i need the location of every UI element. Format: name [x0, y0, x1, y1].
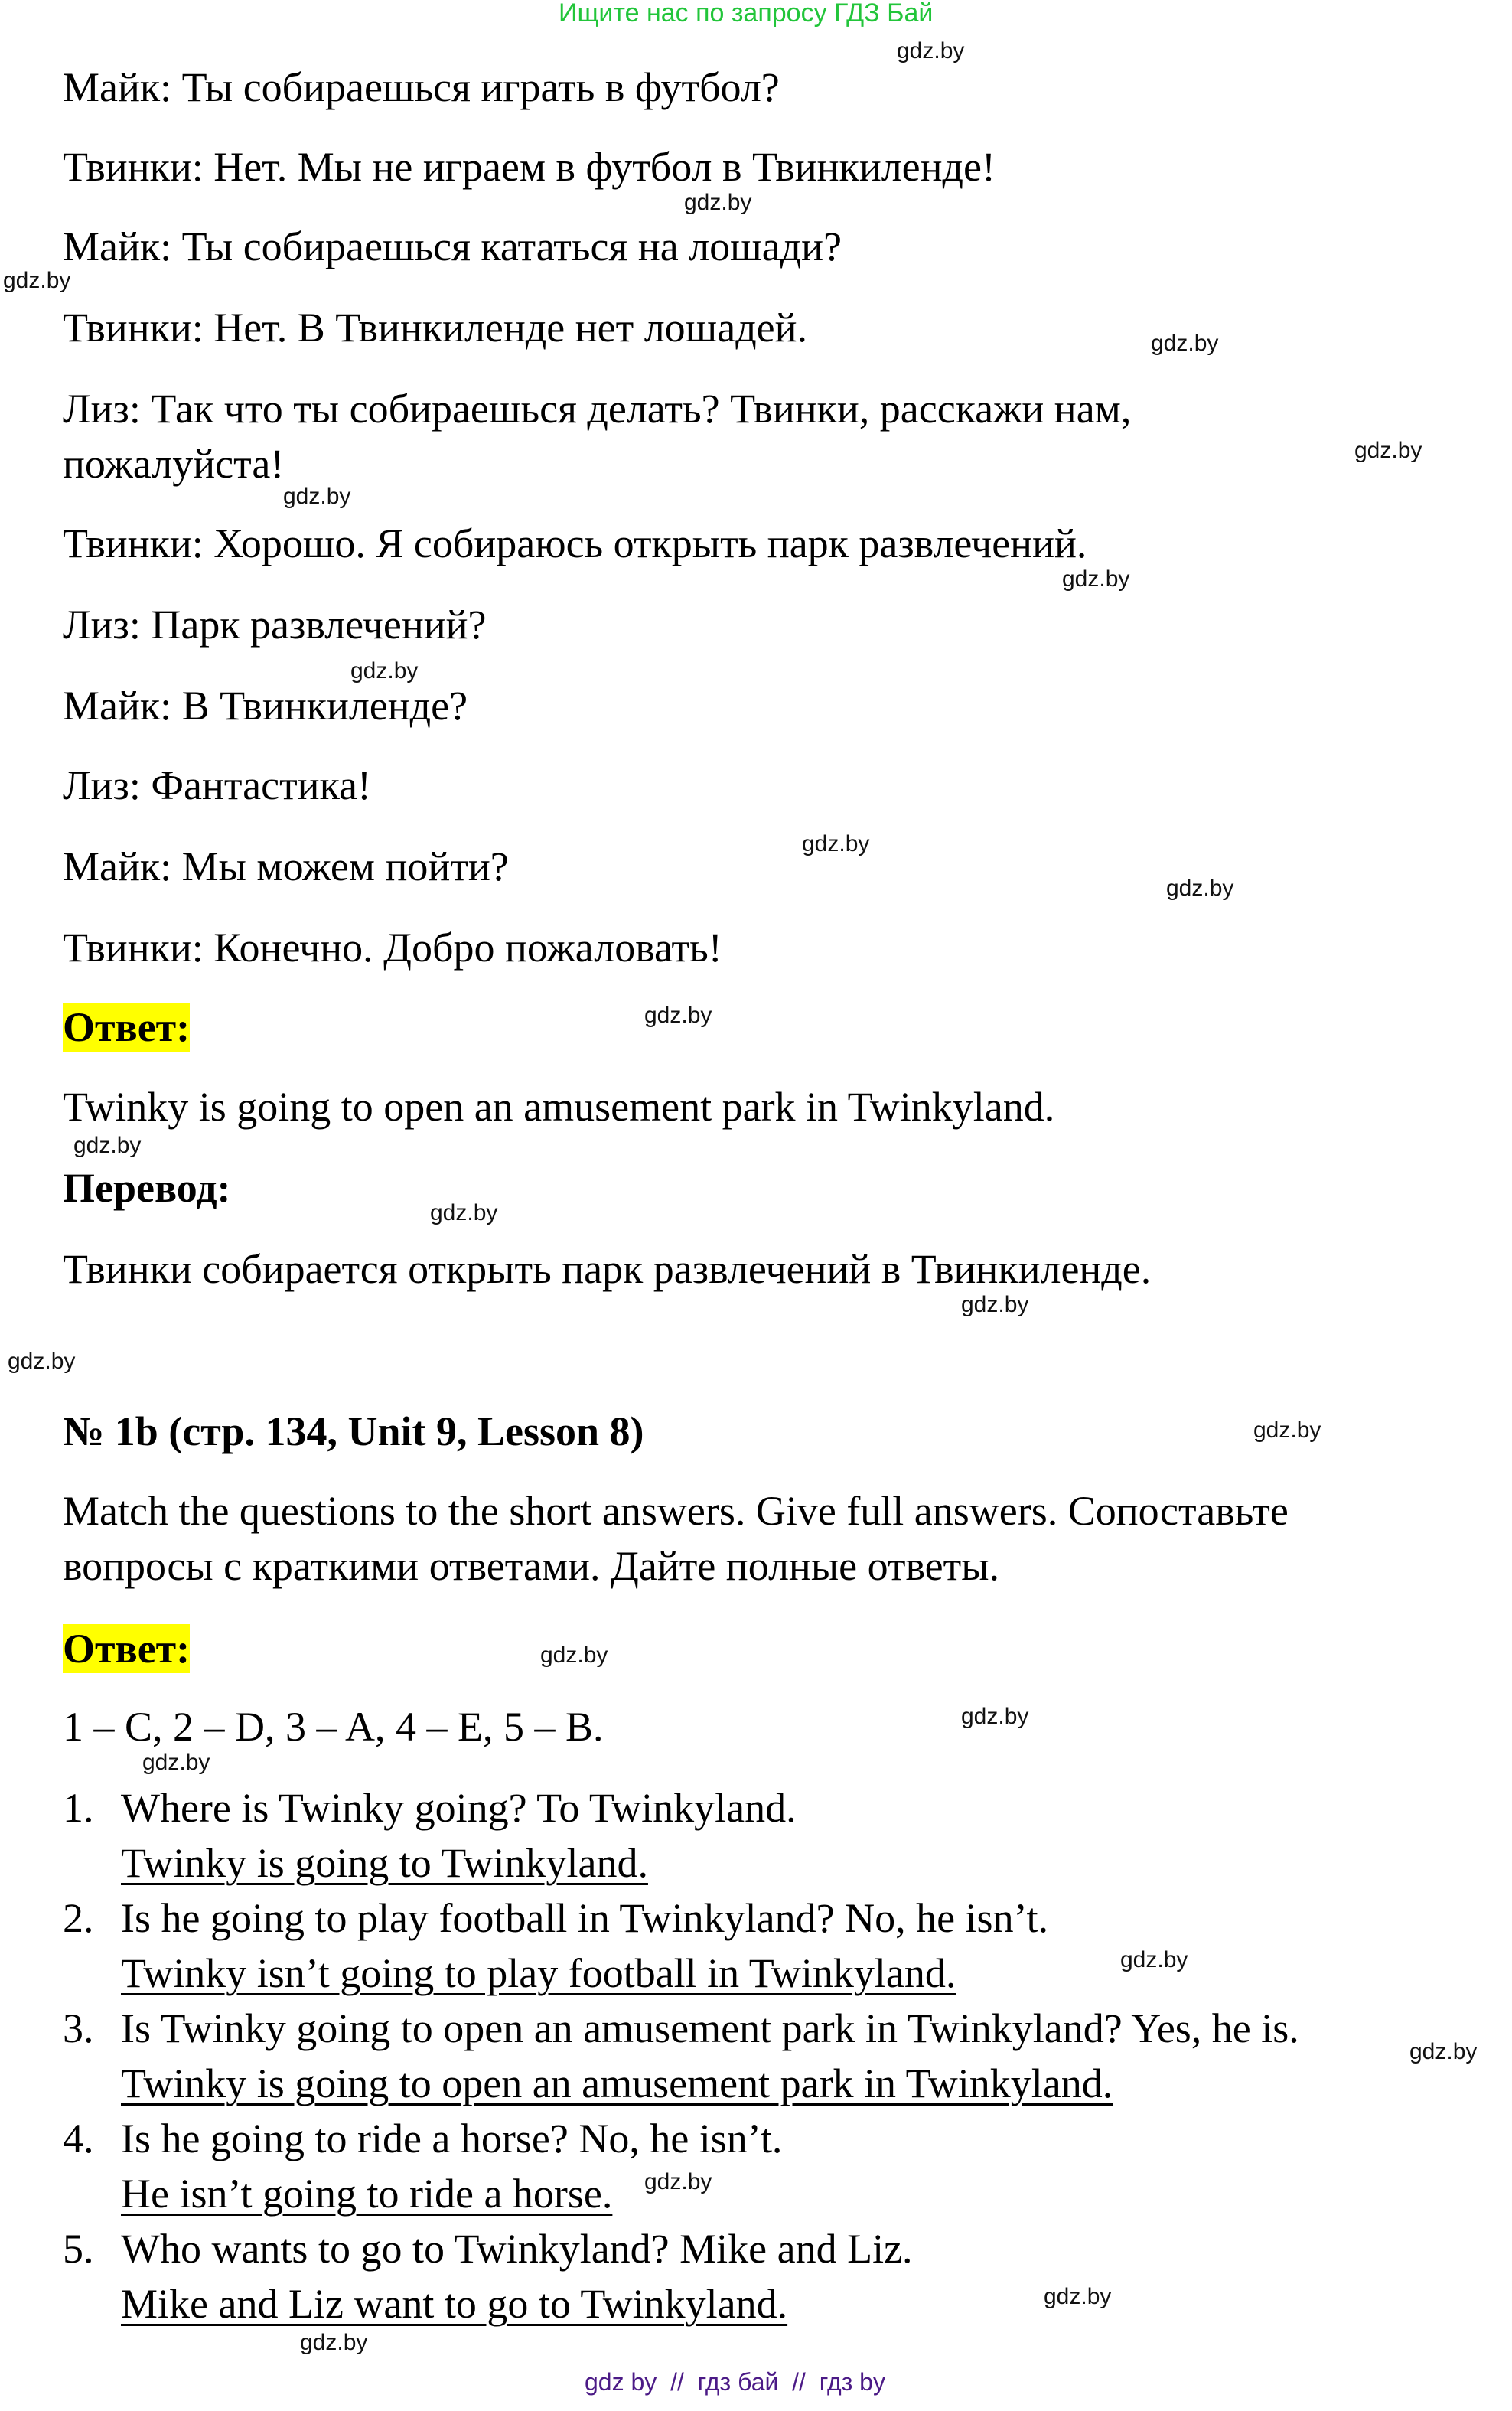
translation-text: Твинки собирается открыть парк развлечений в Твинкиленде.	[63, 1246, 1152, 1292]
dialogue-line: Твинки: Хорошо. Я собираюсь открыть парк развлечений.	[63, 520, 1087, 566]
exercise-instruction: вопросы с краткими ответами. Дайте полные ответы.	[63, 1543, 999, 1589]
dialogue-line: Лиз: Так что ты собираешься делать? Твинки, расскажи нам,	[63, 386, 1132, 432]
watermark: gdz.by	[644, 1003, 712, 1028]
watermark: gdz.by	[3, 268, 71, 293]
list-item-full-answer: Twinky is going to open an amusement park in Twinkyland.	[121, 2060, 1113, 2106]
list-item-question	[63, 2116, 782, 2161]
watermark: gdz.by	[1120, 1947, 1188, 1972]
matches-text: 1 – C, 2 – D, 3 – A, 4 – E, 5 – B.	[63, 1704, 604, 1750]
dialogue-line: Лиз: Парк развлечений?	[63, 602, 487, 648]
item-question: Who wants to go to Twinkyland? Mike and Liz.	[121, 2226, 913, 2272]
item-number: 5.	[63, 2226, 94, 2272]
watermark: gdz.by	[961, 1292, 1029, 1317]
bottom-banner: gdz by // гдз бай // гдз by	[585, 2368, 885, 2396]
answer-label: Ответ:	[63, 1004, 191, 1050]
watermark: gdz.by	[73, 1133, 142, 1158]
dialogue-line: Майк: Ты собираешься играть в футбол?	[63, 64, 780, 110]
watermark: gdz.by	[897, 38, 965, 64]
item-question: Is Twinky going to open an amusement park in Twinkyland? Yes, he is.	[121, 2005, 1299, 2051]
watermark: gdz.by	[540, 1643, 608, 1668]
watermark: gdz.by	[1062, 566, 1130, 592]
dialogue-line: пожалуйста!	[63, 441, 285, 487]
watermark: gdz.by	[350, 658, 419, 683]
list-item-question	[63, 2005, 1299, 2051]
translation-label: Перевод:	[63, 1165, 231, 1211]
watermark: gdz.by	[802, 831, 870, 856]
list-item-question	[63, 2226, 913, 2272]
item-number: 3.	[63, 2005, 94, 2051]
list-item-full-answer: Mike and Liz want to go to Twinkyland.	[121, 2281, 788, 2327]
watermark: gdz.by	[644, 2169, 712, 2194]
list-item-full-answer: Twinky is going to Twinkyland.	[121, 1840, 648, 1886]
dialogue-line: Твинки: Нет. В Твинкиленде нет лошадей.	[63, 305, 808, 351]
watermark: gdz.by	[142, 1750, 210, 1775]
dialogue-line: Твинки: Нет. Мы не играем в футбол в Твинкиленде!	[63, 144, 996, 190]
exercise-instruction: Match the questions to the short answers. Give full answers. Сопоставьте	[63, 1488, 1289, 1534]
item-number: 1.	[63, 1785, 94, 1831]
answer-text: Twinky is going to open an amusement park in Twinkyland.	[63, 1084, 1055, 1130]
watermark: gdz.by	[961, 1704, 1029, 1729]
item-question: Is he going to play football in Twinkyland? No, he isn’t.	[121, 1895, 1049, 1941]
watermark: gdz.by	[1044, 2284, 1112, 2309]
dialogue-line: Майк: В Твинкиленде?	[63, 683, 468, 729]
item-number: 2.	[63, 1895, 94, 1941]
dialogue-line: Майк: Ты собираешься кататься на лошади?	[63, 223, 842, 269]
watermark: gdz.by	[1253, 1418, 1321, 1443]
item-question: Where is Twinky going? To Twinkyland.	[121, 1785, 797, 1831]
dialogue-line: Твинки: Конечно. Добро пожаловать!	[63, 925, 722, 971]
watermark: gdz.by	[8, 1349, 76, 1374]
watermark: gdz.by	[1166, 876, 1234, 901]
watermark: gdz.by	[1151, 331, 1219, 356]
watermark: gdz.by	[1409, 2039, 1478, 2064]
watermark: gdz.by	[300, 2330, 368, 2355]
list-item-full-answer: Twinky isn’t going to play football in Twinkyland.	[121, 1950, 956, 1996]
exercise-title: № 1b (стр. 134, Unit 9, Lesson 8)	[63, 1408, 644, 1454]
answer-label: Ответ:	[63, 1626, 191, 1672]
item-question: Is he going to ride a horse? No, he isn’t.	[121, 2116, 783, 2161]
watermark: gdz.by	[283, 484, 351, 509]
watermark: gdz.by	[1354, 438, 1422, 463]
list-item-question	[63, 1785, 797, 1831]
list-item-question	[63, 1895, 1048, 1941]
watermark: gdz.by	[430, 1200, 498, 1225]
list-item-full-answer: He isn’t going to ride a horse.	[121, 2171, 613, 2217]
watermark: gdz.by	[684, 190, 752, 215]
dialogue-line: Майк: Мы можем пойти?	[63, 843, 509, 889]
top-banner: Ищите нас по запросу ГДЗ Бай	[559, 0, 934, 28]
item-number: 4.	[63, 2116, 94, 2161]
dialogue-line: Лиз: Фантастика!	[63, 762, 371, 808]
